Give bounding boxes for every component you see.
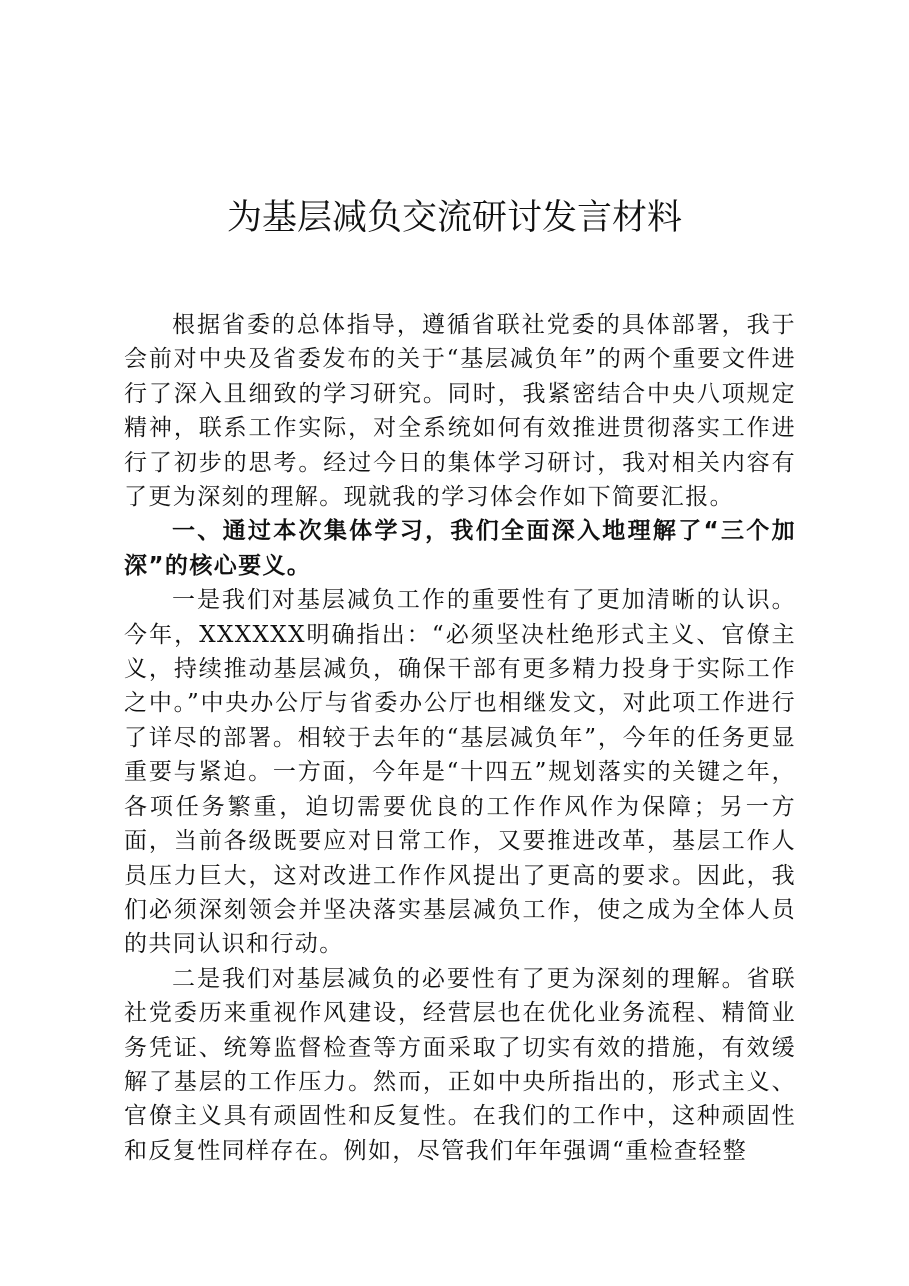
paragraph-intro: 根据省委的总体指导，遵循省联社党委的具体部署，我于会前对中央及省委发布的关于“基层减负年”的两个重要文件进行了深入且细致的学习研究。同时，我紧密结合中央八项规定精神，联系工作实际，对全系统如何有效推进贯彻落实工作进行了初步的思考。经过今日的集体学习研讨，我对相关内容有了更为深刻的理解。现就我的学习体会作如下简要汇报。 (124, 312, 796, 511)
section-heading-1: 一、通过本次集体学习，我们全面深入地理解了“三个加深”的核心要义。 (124, 518, 796, 579)
document-body (124, 308, 796, 1168)
paragraph-point-2: 二是我们对基层减负的必要性有了更为深刻的理解。省联社党委历来重视作风建设，经营层也在优化业务流程、精简业务凭证、统筹监督检查等方面采取了切实有效的措施，有效缓解了基层的工作压力。然而，正如中央所指出的，形式主义、官僚主义具有顽固性和反复性。在我们的工作中，这种顽固性和反复性同样存在。例如，尽管我们年年强调“重检查轻整 (124, 965, 796, 1164)
document-title: 为基层减负交流研讨发言材料 (226, 198, 682, 238)
paragraph-point-1: 一是我们对基层减负工作的重要性有了更加清晰的认识。今年，XXXXXX明确指出：“必须坚决杜绝形式主义、官僚主义，持续推动基层减负，确保干部有更多精力投身于实际工作之中。”中央办公厅与省委办公厅也相继发文，对此项工作进行了详尽的部署。相较于去年的“基层减负年”，今年的任务更显重要与紧迫。一方面，今年是“十四五”规划落实的关键之年，各项任务繁重，迫切需要优良的工作作风作为保障；另一方面，当前各级既要应对日常工作，又要推进改革，基层工作人员压力巨大，这对改进工作作风提出了更高的要求。因此，我们必须深刻领会并坚决落实基层减负工作，使之成为全体人员的共同认识和行动。 (124, 587, 796, 958)
